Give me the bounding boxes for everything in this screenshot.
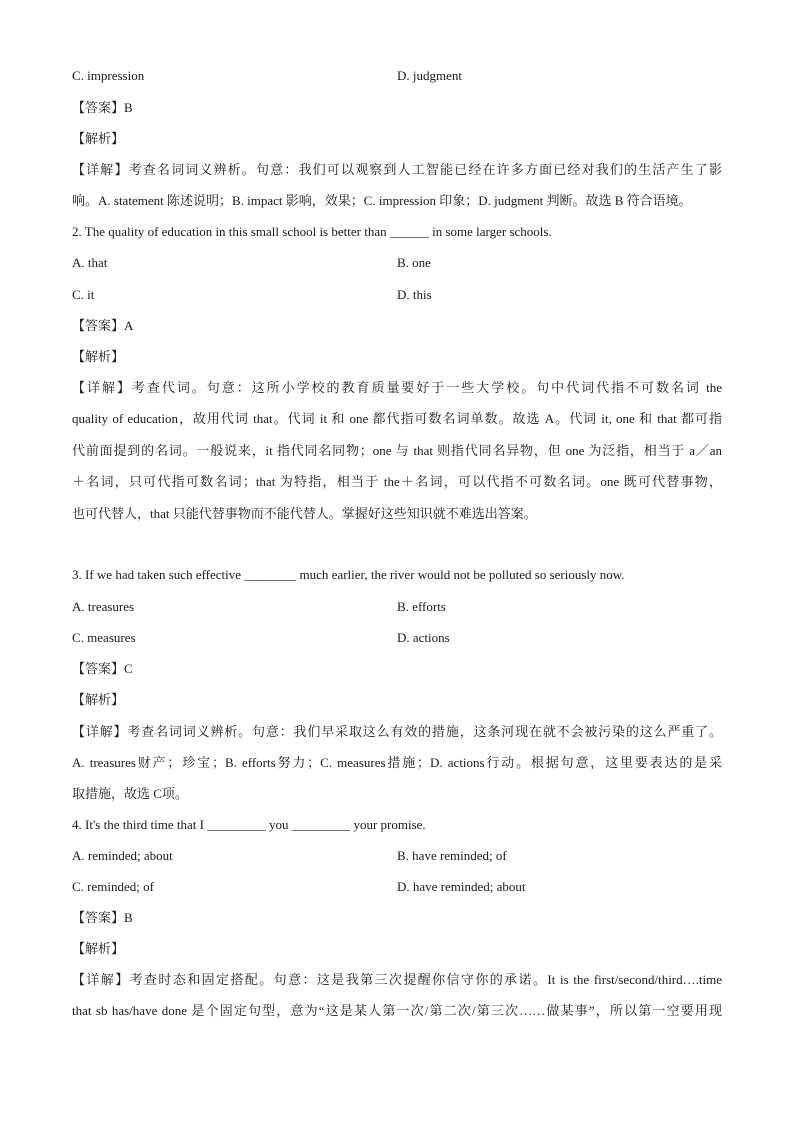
q4-question: 4. It's the third time that I _________ you _________ your promise. xyxy=(72,817,426,832)
q2-option-d: D. this xyxy=(397,287,432,302)
q1-option-c: C. impression xyxy=(72,68,145,83)
q4-option-c: C. reminded; of xyxy=(72,879,154,894)
q4-detail-line: 【详解】考查时态和固定搭配。句意：这是我第三次提醒你信守你的承诺。It is the first/second/third….time xyxy=(72,972,722,987)
q2-detail-line: quality of education，故用代词 that。代词 it 和 one 都代指可数名词单数。故选 A。代词 it, one 和 that 都可指 xyxy=(72,411,722,426)
q2-detail-line: ＋名词，只可代指可数名词；that 为特指，相当于 the＋名词，可以代指不可数名词。one 既可代替事物， xyxy=(72,474,722,489)
q2-analysis-heading: 【解析】 xyxy=(72,349,125,364)
q3-option-a: A. treasures xyxy=(72,599,135,614)
q4-option-a: A. reminded; about xyxy=(72,848,173,863)
q4-option-d: D. have reminded; about xyxy=(397,879,526,894)
q1-option-d: D. judgment xyxy=(397,68,462,83)
q2-question: 2. The quality of education in this small school is better than ______ in some larger schools. xyxy=(72,224,552,239)
q2-option-b: B. one xyxy=(397,255,431,270)
q4-answer: 【答案】B xyxy=(72,910,133,925)
q4-analysis-heading: 【解析】 xyxy=(72,941,125,956)
q2-detail-line: 也可代替人，that 只能代替事物而不能代替人。掌握好这些知识就不难选出答案。 xyxy=(72,506,537,521)
q1-answer: 【答案】B xyxy=(72,100,133,115)
q2-option-c: C. it xyxy=(72,287,95,302)
q2-detail-line: 【详解】考查代词。句意：这所小学校的教育质量要好于一些大学校。句中代词代指不可数名词 the xyxy=(72,380,722,395)
q3-detail-line: 【详解】考查名词词义辨析。句意：我们早采取这么有效的措施，这条河现在就不会被污染的这么严重了。 xyxy=(72,724,722,739)
q1-detail-line: 【详解】考查名词词义辨析。句意：我们可以观察到人工智能已经在许多方面已经对我们的生活产生了影 xyxy=(72,162,722,177)
q2-detail-line: 代前面提到的名词。一般说来，it 指代同名同物；one 与 that 则指代同名异物，但 one 为泛指，相当于 a／an xyxy=(72,443,722,458)
q4-option-b: B. have reminded; of xyxy=(397,848,507,863)
q3-detail-line: A. treasures财产；珍宝；B. efforts努力；C. measures措施；D. actions行动。根据句意，这里要表达的是采 xyxy=(72,755,722,770)
q1-detail-line: 响。A. statement 陈述说明；B. impact 影响，效果；C. impression 印象；D. judgment 判断。故选 B 符合语境。 xyxy=(72,193,692,208)
q3-detail-line: 取措施，故选 C项。 xyxy=(72,786,188,801)
q3-option-d: D. actions xyxy=(397,630,450,645)
q2-option-a: A. that xyxy=(72,255,108,270)
q3-analysis-heading: 【解析】 xyxy=(72,692,125,707)
q3-question: 3. If we had taken such effective ________ much earlier, the river would not be polluted so seriously now. xyxy=(72,567,625,582)
q4-detail-line: that sb has/have done 是个固定句型，意为“这是某人第一次/第二次/第三次……做某事”，所以第一空要用现 xyxy=(72,1003,722,1018)
q1-analysis-heading: 【解析】 xyxy=(72,131,125,146)
q3-option-b: B. efforts xyxy=(397,599,446,614)
q2-answer: 【答案】A xyxy=(72,318,134,333)
q3-answer: 【答案】C xyxy=(72,661,133,676)
q3-option-c: C. measures xyxy=(72,630,136,645)
